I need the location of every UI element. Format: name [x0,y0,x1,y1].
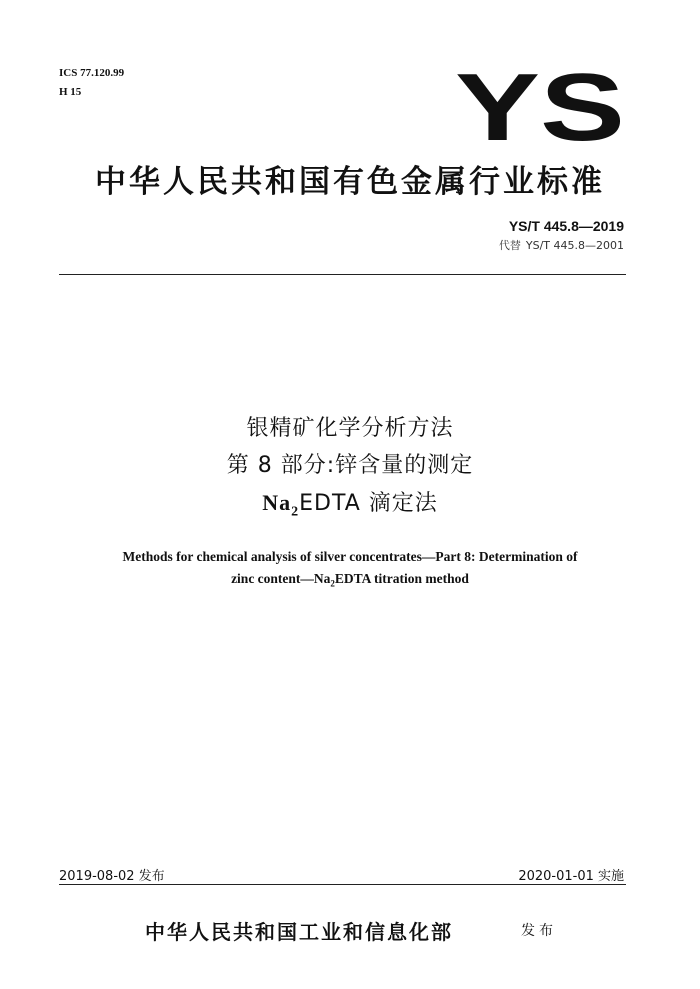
cn-title-line3 [100,484,600,530]
classification-codes [59,64,124,102]
cn-title-line3-prefix: Na [262,490,292,515]
replaces-line [499,237,624,253]
cn-title-line3-sub: 2 [291,504,300,520]
issuer: 中华人民共和国工业和信息化部 [145,920,453,944]
cn-title-line2: 第 8 部分:锌含量的测定 [226,453,474,478]
en-title-line2-sub: 2 [330,578,335,589]
footer-divider [59,884,626,885]
english-title [60,546,640,595]
en-title-line1: Methods for chemical analysis of silver concentrates—Part 8: Determination of [122,549,578,564]
replaces-code: YS/T 445.8—2001 [525,239,624,252]
cn-title-line1: 银精矿化学分析方法 [246,416,454,441]
standard-title: 中华人民共和国有色金属行业标准 [95,164,605,200]
header-divider [59,274,626,275]
ics-code: ICS 77.120.99 [59,67,125,79]
publish-label: 发布 [521,923,557,939]
svg-text:YS: YS [455,60,625,150]
cn-title-line3-suffix: EDTA 滴定法 [299,491,438,516]
ys-logo [452,60,628,150]
standard-code-block [499,218,624,253]
replaces-label: 代替 [498,239,521,252]
en-title-line2 [60,568,640,595]
en-title-line2-suffix: EDTA titration method [334,571,469,586]
chinese-title [100,410,600,530]
standard-code: YS/T 445.8—2019 [508,218,624,234]
implement-date: 2020-01-01 实施 [518,869,624,884]
en-title-line2-prefix: zinc content—Na [231,571,331,586]
issue-date: 2019-08-02 发布 [59,869,165,884]
ccs-code: H 15 [59,86,82,98]
